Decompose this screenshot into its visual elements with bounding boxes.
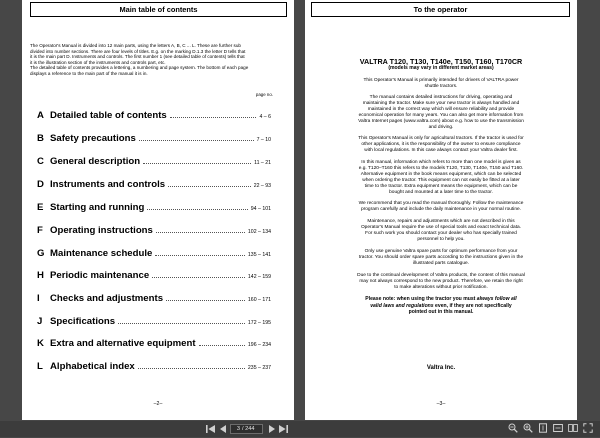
page-3 [305, 0, 577, 420]
intro-line: The detailed table of contents provides a lettering, a numbering and page system. The bottom of each page [30, 65, 249, 70]
text-line: to make alterations without prior notification. [394, 285, 488, 290]
toc-entry [37, 110, 271, 122]
toc-dot-leader [152, 277, 245, 278]
current-page-input[interactable] [233, 426, 240, 433]
text-line: For such work you should contact your dealer who has specially trained [365, 231, 517, 236]
text-line: economical operation for many years. You can also get more information from [358, 113, 524, 118]
prev-page-button[interactable] [218, 425, 227, 433]
toc-title: Extra and alternative equipment [50, 338, 196, 349]
toc-title: Checks and adjustments [50, 293, 164, 304]
page-no-label: page no. [255, 92, 273, 97]
toc-entry [37, 133, 271, 145]
fit-page-button[interactable] [537, 424, 548, 434]
two-page-view-icon [568, 420, 578, 438]
toc-entry [37, 361, 271, 373]
page-number-footer: –3– [436, 401, 446, 407]
page-number-footer: –2– [153, 401, 163, 407]
toc-letter: H [37, 270, 44, 281]
note-text: Please note: when using the tractor you must [365, 296, 477, 302]
toc-letter: A [37, 110, 44, 121]
toc-entry [37, 179, 271, 191]
toc-title: Operating instructions [50, 225, 153, 236]
toc-page-range: 102 – 134 [247, 229, 271, 235]
last-page-button[interactable] [279, 425, 288, 433]
toc-page-range: 22 – 93 [253, 183, 271, 189]
text-line: maintaining the tractor. Make sure your new tractor is always handled and [362, 101, 520, 106]
text-line: The manual contains detailed instructions for driving, operating and [369, 95, 513, 100]
fit-width-icon [553, 420, 563, 438]
toc-dot-leader [139, 140, 254, 141]
toc-title: Maintenance schedule [50, 248, 153, 259]
toc-letter: I [37, 293, 40, 304]
prev-page-icon [219, 420, 227, 438]
toc-dot-leader [143, 163, 251, 164]
toc-dot-leader [170, 117, 257, 118]
text-line: personnel to help you. [417, 237, 465, 242]
text-line: and driving. [428, 125, 454, 130]
intro-line: divided into number sections. There are four levels of titles. E.g. on the marking D.1.3 the letter D tells that [30, 48, 246, 54]
intro-line: displays a reference to the main part of the manual it is in. [30, 70, 148, 76]
toc-entry [37, 293, 271, 305]
toc-page-range: 142 – 159 [247, 274, 271, 280]
please-note-paragraph [305, 296, 577, 316]
text-line: when ordering the tractor. This equipment can not easily be fitted at a later [362, 178, 520, 183]
toc-dot-leader [147, 209, 247, 210]
intro-line: it is the main part D. Instruments and controls. The first number 1 (see detailed table of contents) tells that [30, 54, 245, 59]
toc-page-range: 196 – 234 [247, 342, 271, 348]
zoom-in-button[interactable] [522, 424, 533, 434]
text-line: This Operator's Manual is primarily intended for drivers of VALTRA power [363, 78, 519, 83]
document-subtitle: (models may vary in different market areas) [388, 65, 494, 71]
toc-letter: L [37, 361, 43, 372]
company-signature: Valtra Inc. [426, 365, 456, 371]
text-line: In this manual, information which refers to more than one model is given as [361, 160, 521, 165]
next-page-button[interactable] [267, 425, 276, 433]
zoom-out-button[interactable] [507, 424, 518, 434]
toc-entry [37, 248, 271, 260]
note-emphasis: valid laws and regulations [370, 302, 434, 309]
toc-page-range: 235 – 237 [247, 365, 271, 371]
toc-dot-leader [156, 232, 245, 233]
text-line: This Operator's Manual is only for agricultural tractors. If the tractor is used for [358, 136, 524, 141]
toc-title: Starting and running [50, 202, 145, 213]
toc-entry [37, 156, 271, 168]
fit-width-button[interactable] [552, 424, 563, 434]
text-line: time to the tractor. Extra equipment means the equipment, which can be [364, 184, 518, 189]
paragraph [305, 78, 577, 90]
toc-page-range: 7 – 10 [256, 137, 271, 143]
toc-page-range: 172 – 195 [247, 320, 271, 326]
next-page-icon [268, 420, 276, 438]
paragraph [305, 201, 577, 213]
toc-letter: G [37, 248, 45, 259]
text-line: e.g. T120–T160 this refers to the models T120, T130, T140e, T150 and T160. [358, 166, 524, 171]
text-line: may not always correspond to the new product. Therefore, we retain the right [359, 279, 523, 284]
paragraph [305, 273, 577, 291]
toc-page-range: 160 – 171 [247, 297, 271, 303]
text-line: Only use genuine Valtra spare parts for optimum performance from your [364, 249, 518, 254]
text-line: Due to the continual development of Valtra products, the content of this manual [357, 273, 525, 278]
toc-page-range: 4 – 6 [259, 114, 271, 120]
note-line: pointed out in this manual. [408, 309, 474, 315]
text-line: shuttle tractors. [424, 84, 458, 89]
page-2 [22, 0, 294, 420]
fit-page-icon [538, 420, 548, 438]
toc-dot-leader [199, 345, 245, 346]
toc-title: Detailed table of contents [50, 110, 167, 121]
toc-title: Alphabetical index [50, 361, 135, 372]
text-line: program carefully and include the daily maintenance in your normal routine. [361, 207, 521, 212]
toc-entry [37, 202, 271, 214]
text-line: Valtra Internet pages (www.valtra.com) about e.g. how to use the transmission [358, 119, 524, 124]
note-emphasis: always follow all [476, 296, 517, 302]
two-page-view-button[interactable] [567, 424, 578, 434]
toc-page-range: 135 – 141 [247, 252, 271, 258]
text-line: bought and mounted at a later time to the tractor. [389, 190, 493, 195]
toc-title: Periodic maintenance [50, 270, 150, 281]
text-line: maintained in the correct way which will ensure reliability and provide [367, 107, 515, 112]
toc-letter: D [37, 179, 44, 190]
toc-entry [37, 316, 271, 328]
toc-entry [37, 270, 271, 282]
toc-letter: E [37, 202, 44, 213]
fullscreen-button[interactable] [582, 424, 593, 434]
paragraph [305, 249, 577, 267]
toc-title: Instruments and controls [50, 179, 166, 190]
zoom-in-icon [523, 420, 533, 438]
toc-letter: F [37, 225, 43, 236]
text-line: other applications, it is the responsibility of the owner to ensure compliance [361, 142, 521, 147]
text-line: with local regulations. In this case always contact your Valtra dealer first. [364, 148, 518, 153]
fullscreen-icon [583, 420, 593, 438]
text-line: Operator's Manual require the use of special tools and exact technical data. [360, 225, 522, 230]
toc-letter: C [37, 156, 44, 167]
first-page-button[interactable] [206, 425, 215, 433]
text-line: tractor. You should order spare parts according to the instructions given in the [358, 255, 524, 260]
paragraph [305, 219, 577, 243]
toc-title: General description [50, 156, 141, 167]
paragraph [305, 95, 577, 131]
document-title: VALTRA T120, T130, T140e, T150, T160, T170CR [359, 57, 523, 66]
toc-letter: K [37, 338, 44, 349]
toc-dot-leader [155, 255, 245, 256]
intro-line: The Operator's Manual is divided into 12 main parts, using the letters A, B, C ... L. These are further sub [30, 43, 241, 48]
toc-entry [37, 225, 271, 237]
intro-line: it is the illustration section of the instruments and controls part, etc. [30, 59, 166, 65]
paragraph [305, 136, 577, 154]
toc-entry [37, 338, 271, 350]
toc-letter: J [37, 316, 43, 327]
toc-title: Specifications [50, 316, 116, 327]
page-header-box: To the operator [311, 2, 570, 17]
toc-page-range: 94 – 101 [250, 206, 271, 212]
paragraph [305, 160, 577, 196]
toc-dot-leader [166, 300, 245, 301]
text-line: We recommend that you read the manual thoroughly. Follow the maintenance [358, 201, 524, 206]
note-text: even, if they are not specifically [433, 302, 512, 309]
page-total-label: / 244 [242, 425, 255, 432]
toc-letter: B [37, 133, 44, 144]
text-line: illustrated parts catalogue. [413, 261, 469, 266]
text-line: Maintenance, repairs and adjustments which are not described in this [367, 219, 515, 224]
text-line: Alternative equipment in the book means equipment, which can be selected [360, 172, 522, 177]
intro-paragraph [30, 43, 248, 76]
first-page-icon [206, 420, 215, 438]
page-header-box: Main table of contents [30, 2, 287, 17]
toc-title: Safety precautions [50, 133, 136, 144]
toc-dot-leader [118, 323, 245, 324]
page-number-field[interactable] [230, 424, 263, 434]
toc-page-range: 11 – 21 [254, 160, 271, 166]
zoom-out-icon [508, 420, 518, 438]
viewer-toolbar [0, 421, 600, 437]
last-page-icon [279, 420, 288, 438]
toc-dot-leader [138, 368, 245, 369]
toc-dot-leader [168, 186, 251, 187]
